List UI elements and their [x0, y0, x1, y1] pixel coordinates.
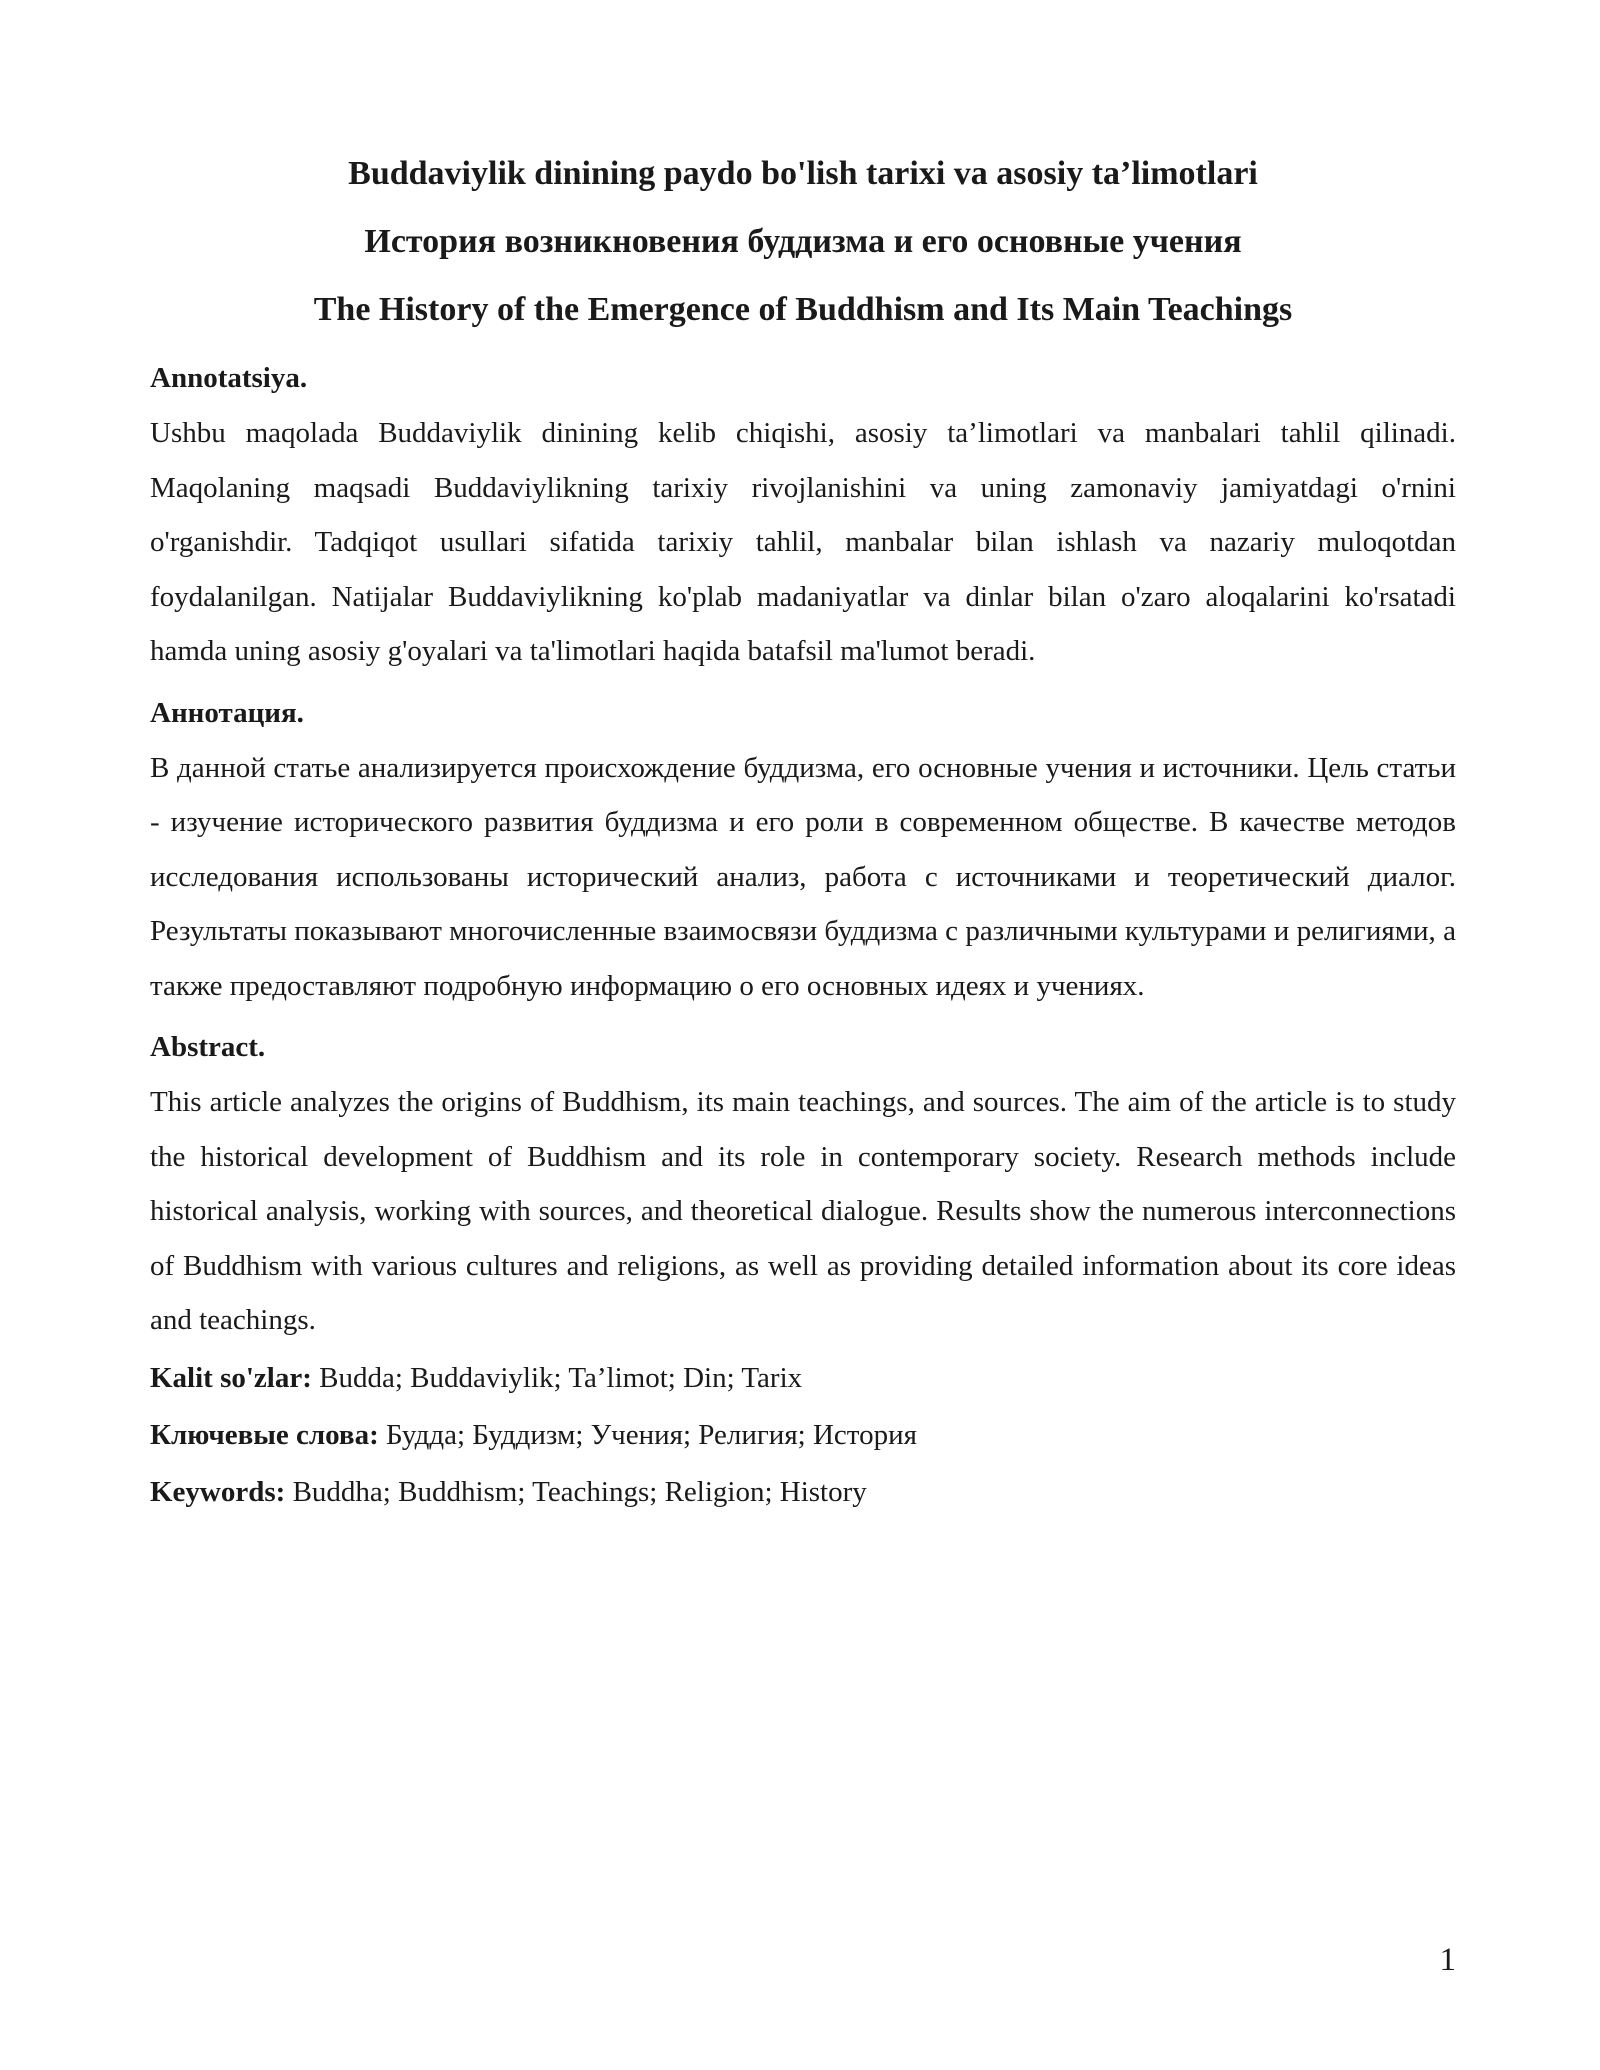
keywords-section — [150, 1358, 1456, 1512]
keywords-uzbek — [150, 1358, 1456, 1398]
title-uzbek: Buddaviylik dinining paydo bo'lish tarixi va asosiy ta’limotlari — [348, 155, 1258, 192]
keywords-uzbek-value: Budda; Buddaviylik; Ta’limot; Din; Tarix — [311, 1361, 803, 1394]
keywords-russian — [150, 1415, 1456, 1455]
abstract-russian-text: В данной статье анализируется происхождение буддизма, его основные учения и источники. Цель статьи - изучение исторического развития буддизма и его роли в современном обществе. В качестве методов исследования использованы исторический анализ, работа с источниками и теоретический диалог. Результаты показывают многочисленные взаимосвязи буддизма с различными культурами и религиями, а также предоставляют подробную информацию о его основных идеях и учениях. — [150, 751, 1456, 1002]
document-page — [150, 140, 1456, 1529]
keywords-english-value: Buddha; Buddhism; Teachings; Religion; History — [285, 1475, 867, 1508]
abstract-uzbek-section — [150, 358, 1456, 679]
abstract-russian-heading: Аннотация. — [150, 696, 304, 729]
abstract-uzbek-heading: Annotatsiya. — [150, 362, 308, 394]
keywords-english — [150, 1472, 1456, 1512]
keywords-russian-label: Ключевые слова: — [150, 1418, 379, 1451]
abstract-russian-section — [150, 693, 1456, 1014]
title-russian: История возникновения буддизма и его основные учения — [364, 223, 1242, 260]
title-english: The History of the Emergence of Buddhism and Its Main Teachings — [313, 291, 1293, 328]
page-number: 1 — [1439, 1942, 1456, 1978]
abstract-english-text: This article analyzes the origins of Buddhism, its main teachings, and sources. The aim of the article is to study the historical development of Buddhism and its role in contemporary society. Research methods include historical analysis, working with sources, and theoretical dialogue. Results show the numerous interconnections of Buddhism with various cultures and religions, as well as providing detailed information about its core ideas and teachings. — [150, 1086, 1456, 1336]
keywords-english-label: Keywords: — [150, 1475, 286, 1508]
abstract-english-section — [150, 1027, 1456, 1348]
keywords-russian-value: Будда; Буддизм; Учения; Религия; История — [378, 1418, 917, 1451]
abstract-uzbek-text: Ushbu maqolada Buddaviylik dinining kelib chiqishi, asosiy ta’limotlari va manbalari tahlil qilinadi. Maqolaning maqsadi Buddaviylikning tarixiy rivojlanishini va uning zamonaviy jamiyatdagi o'rnini o'rganishdir. Tadqiqot usullari sifatida tarixiy tahlil, manbalar bilan ishlash va nazariy muloqotdan foydalanilgan. Natijalar Buddaviylikning ko'plab madaniyatlar va dinlar bilan o'zaro aloqalarini ko'rsatadi hamda uning asosiy g'oyalari va ta'limotlari haqida batafsil ma'lumot beradi. — [150, 417, 1456, 667]
keywords-uzbek-label: Kalit so'zlar: — [150, 1361, 312, 1394]
abstract-english-heading: Abstract. — [150, 1031, 266, 1063]
